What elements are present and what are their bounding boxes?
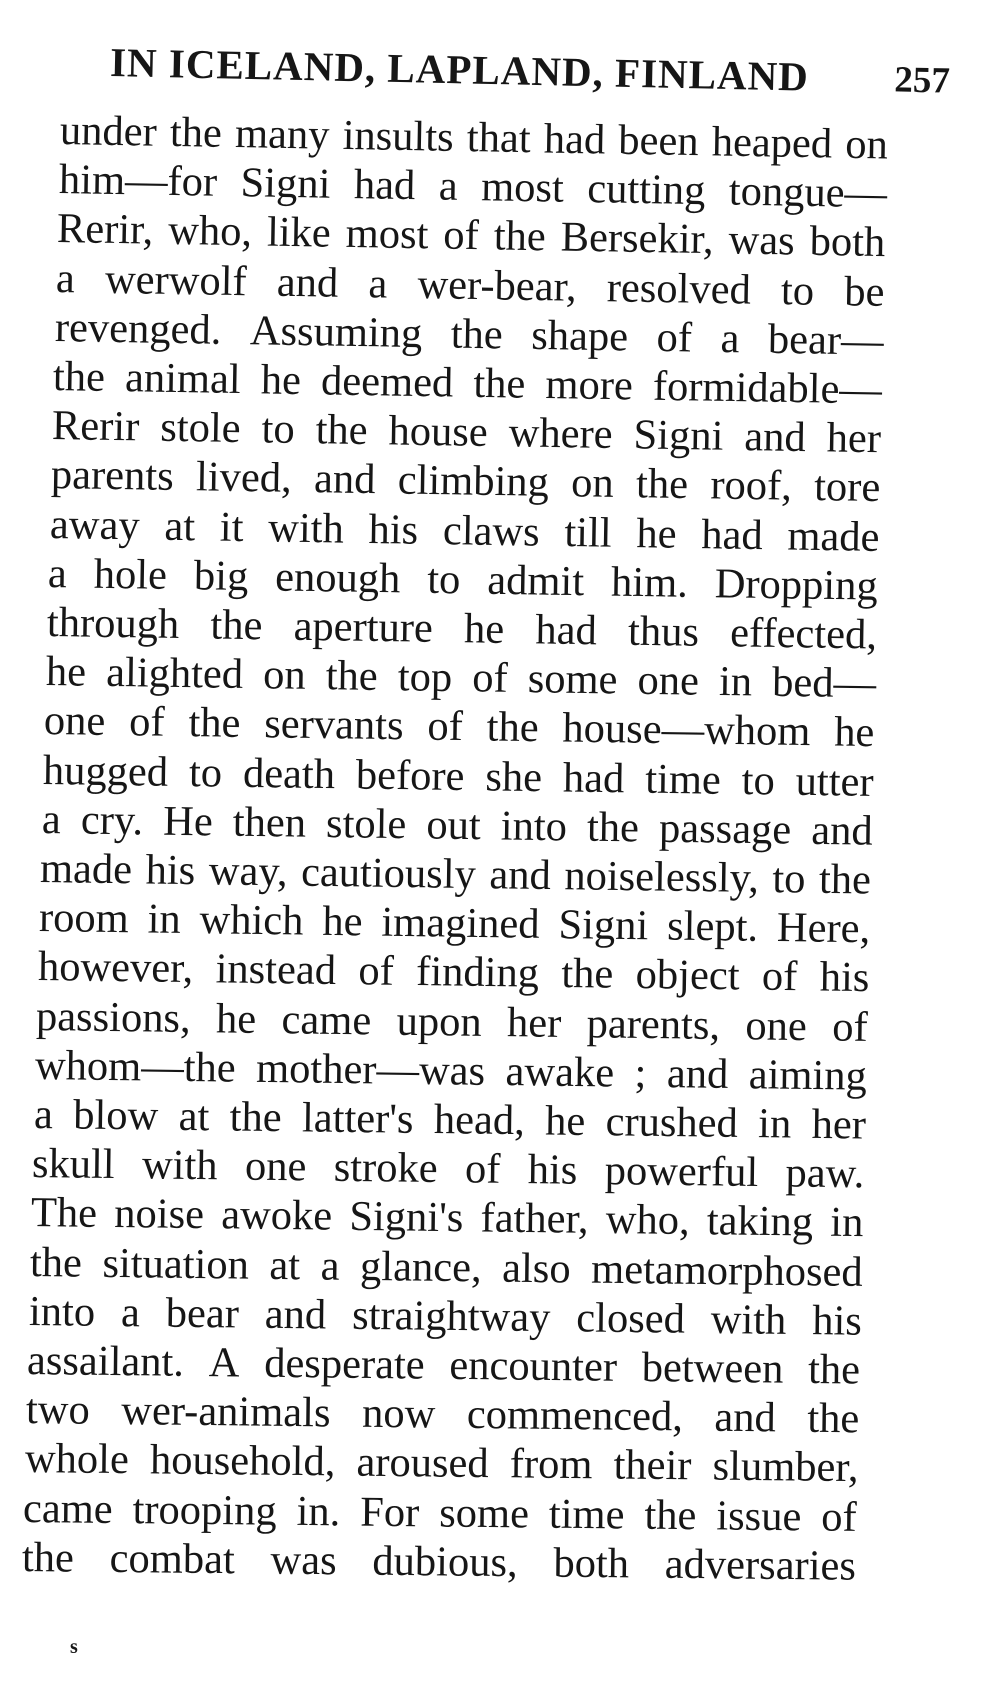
text-line: away at it with his claws till he had made bbox=[49, 500, 880, 561]
text-line: one of the servants of the house—whom he bbox=[43, 697, 875, 757]
text-line: a cry. He then stole out into the passage and bbox=[41, 795, 873, 855]
text-line: whom—the mother—was awake ; and aiming bbox=[34, 1041, 868, 1100]
signature-mark: s bbox=[70, 1636, 78, 1658]
text-line: him—for Signi had a most cutting tongue— bbox=[58, 156, 888, 218]
text-line: a hole big enough to admit him. Dropping bbox=[47, 549, 879, 610]
text-line: passions, he came upon her parents, one of bbox=[36, 992, 869, 1051]
text-line: under the many insults that had been heaped on bbox=[59, 107, 889, 169]
text-line: Rerir stole to the house where Signi and her bbox=[51, 402, 882, 463]
text-line: came trooping in. For some time the issue of bbox=[23, 1484, 858, 1541]
page-number: 257 bbox=[893, 59, 951, 102]
text-line: the combat was dubious, both adversaries bbox=[21, 1533, 857, 1590]
text-line: whole household, aroused from their slumber, bbox=[24, 1435, 859, 1492]
text-line: parents lived, and climbing on the roof, tore bbox=[50, 451, 881, 512]
text-line: a blow at the latter's head, he crushed in her bbox=[33, 1091, 867, 1149]
text-line: Rerir, who, like most of the Bersekir, was both bbox=[56, 205, 887, 267]
running-head: IN ICELAND, LAPLAND, FINLAND bbox=[109, 39, 810, 100]
text-line: however, instead of finding the object of his bbox=[37, 943, 870, 1002]
text-line: made his way, cautiously and noiselessly, to the bbox=[40, 845, 872, 904]
text-line: hugged to death before she had time to utter bbox=[42, 746, 874, 806]
text-line: room in which he imagined Signi slept. Here, bbox=[38, 894, 871, 953]
text-line: the animal he deemed the more formidable— bbox=[53, 353, 883, 414]
text-line: through the aperture he had thus effected, bbox=[46, 599, 878, 659]
text-line: revenged. Assuming the shape of a bear— bbox=[54, 303, 884, 365]
text-line: assailant. A desperate encounter between the bbox=[26, 1337, 861, 1394]
text-line: skull with one stroke of his powerful paw. bbox=[32, 1140, 866, 1198]
text-line: he alighted on the top of some one in bed— bbox=[45, 648, 877, 708]
text-line: the situation at a glance, also metamorphosed bbox=[29, 1238, 863, 1296]
text-line: two wer-animals now commenced, and the bbox=[25, 1386, 860, 1443]
text-line: a werwolf and a wer-bear, resolved to be bbox=[55, 254, 885, 316]
text-line: The noise awoke Signi's father, who, taking in bbox=[30, 1189, 864, 1247]
page-header bbox=[109, 38, 950, 116]
text-line: into a bear and straightway closed with his bbox=[28, 1287, 862, 1345]
